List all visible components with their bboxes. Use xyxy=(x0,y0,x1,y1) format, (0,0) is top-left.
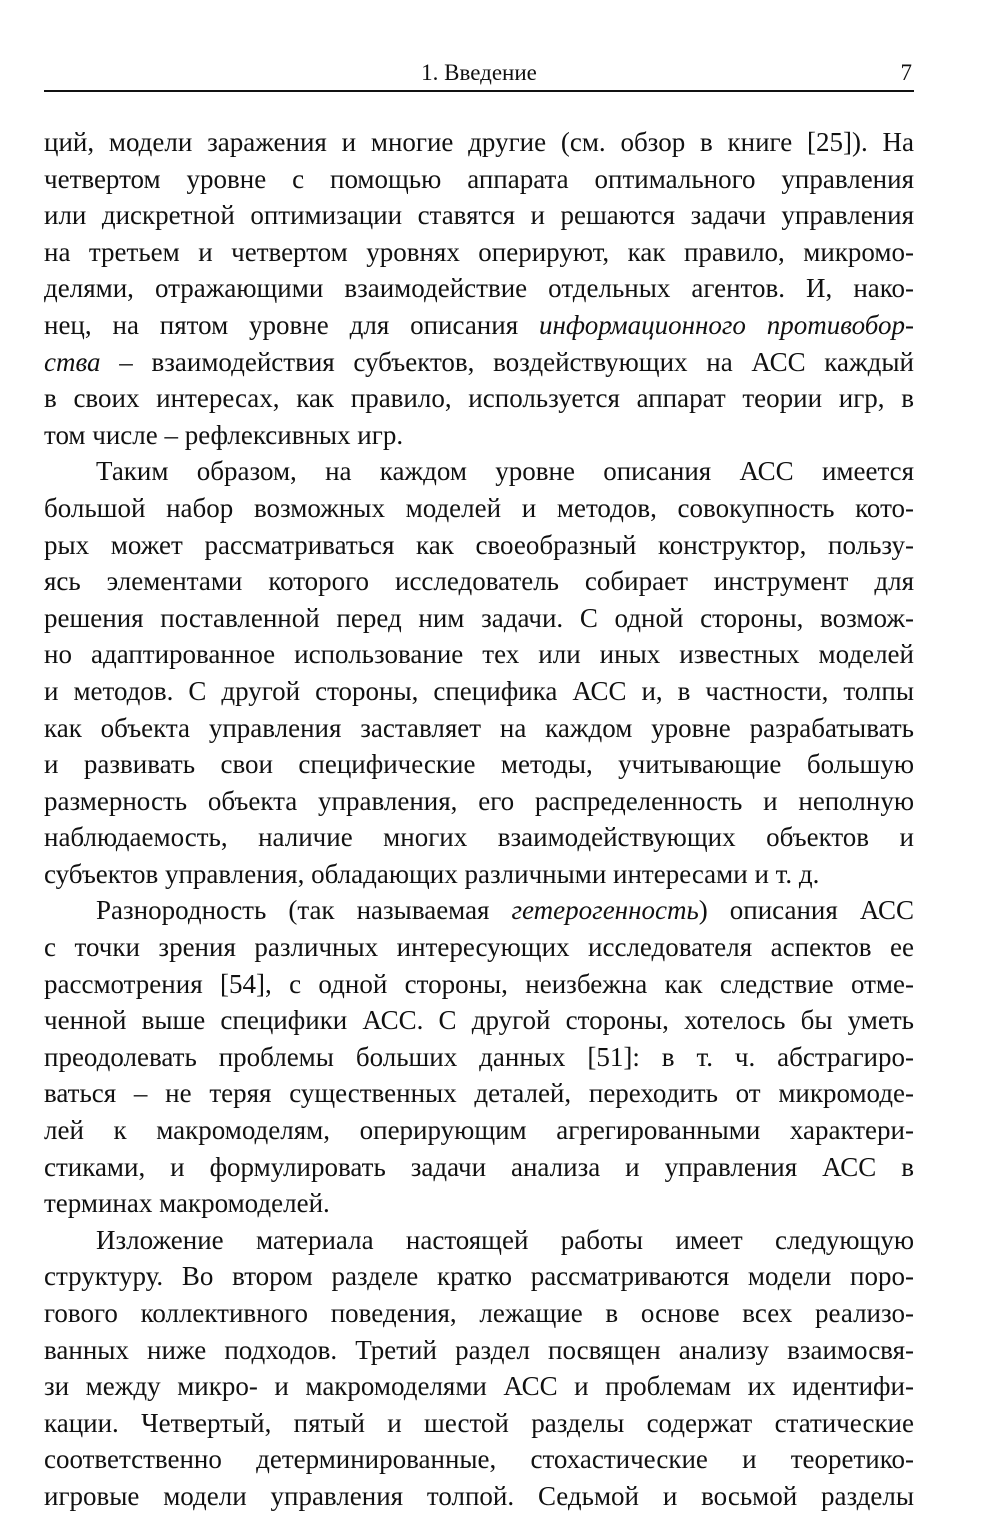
text-line: ченной выше специфики АСС. С другой стороны, хотелось бы уметь xyxy=(44,1005,914,1036)
text-line: соответственно детерминированные, стохастические и теоретико- xyxy=(44,1444,914,1475)
text-line: том числе – рефлексивных игр. xyxy=(44,419,404,450)
text-line: субъектов управления, обладающих различными интересами и т. д. xyxy=(44,858,820,889)
italic-term: информационного противобор- xyxy=(538,309,914,340)
text-segment: ) описания АСС xyxy=(698,895,914,926)
text-line: рассмотрения [54], с одной стороны, неизбежна как следствие отме- xyxy=(44,968,914,999)
text-line: наблюдаемость, наличие многих взаимодействующих объектов и xyxy=(44,822,914,853)
italic-term: ства xyxy=(44,346,101,377)
text-line: ций, модели заражения и многие другие (см. обзор в книге [25]). На xyxy=(44,127,914,157)
text-line: в своих интересах, как правило, используется аппарат теории игр, в xyxy=(44,383,914,414)
text-line: ванных ниже подходов. Третий раздел посвящен анализу взаимосвя- xyxy=(44,1334,914,1365)
text-line: и методов. С другой стороны, специфика АСС и, в частности, толпы xyxy=(44,675,914,706)
text-line: структуру. Во втором разделе кратко рассматриваются модели поро- xyxy=(44,1261,914,1292)
page-number: 7 xyxy=(900,60,912,85)
italic-term: гетерогенность xyxy=(511,895,699,926)
text-line: с точки зрения различных интересующих исследователя аспектов ее xyxy=(44,932,914,963)
text-line: терминах макромоделей. xyxy=(44,1188,330,1219)
text-line: большой набор возможных моделей и методов, совокупность кото- xyxy=(44,492,914,523)
chapter-title: 1. Введение xyxy=(421,60,537,85)
running-header xyxy=(44,58,914,92)
text-line: Таким образом, на каждом уровне описания АСС имеется xyxy=(96,456,914,487)
text-line: решения поставленной перед ним задачи. С одной стороны, возмож- xyxy=(44,602,914,633)
text-line xyxy=(44,344,914,381)
text-line xyxy=(44,307,914,344)
text-line: но адаптированное использование тех или иных известных моделей xyxy=(44,639,914,670)
text-line: на третьем и четвертом уровнях оперируют, как правило, микромо- xyxy=(44,236,914,267)
body-text xyxy=(44,124,914,1515)
text-line: как объекта управления заставляет на каждом уровне разрабатывать xyxy=(44,712,914,743)
text-line: ясь элементами которого исследователь собирает инструмент для xyxy=(44,566,914,597)
text-line: рых может рассматриваться как своеобразный конструктор, пользу- xyxy=(44,529,914,560)
text-line: игровые модели управления толпой. Седьмой и восьмой разделы xyxy=(44,1480,914,1511)
text-line: ваться – не теряя существенных деталей, переходить от микромоде- xyxy=(44,1078,914,1109)
text-line: стиками, и формулировать задачи анализа и управления АСС в xyxy=(44,1151,914,1182)
text-segment: – взаимодействия субъектов, воздействующих на АСС каждый xyxy=(100,346,914,377)
text-segment: нец, на пятом уровне для описания xyxy=(44,309,539,340)
text-line: преодолевать проблемы больших данных [51]: в т. ч. абстрагиро- xyxy=(44,1041,914,1072)
text-line: Изложение материала настоящей работы имеет следующую xyxy=(96,1224,914,1255)
text-line: делями, отражающими взаимодействие отдельных агентов. И, нако- xyxy=(44,273,914,304)
text-line: или дискретной оптимизации ставятся и решаются задачи управления xyxy=(44,200,914,231)
text-segment: Разнородность (так называемая xyxy=(96,895,512,926)
text-line: зи между микро- и макромоделями АСС и проблемам их идентифи- xyxy=(44,1371,914,1402)
text-line: лей к макромоделям, оперирующим агрегированными характери- xyxy=(44,1115,914,1146)
text-line: четвертом уровне с помощью аппарата оптимального управления xyxy=(44,163,914,194)
text-line: и развивать свои специфические методы, учитывающие большую xyxy=(44,749,914,780)
text-line: гового коллективного поведения, лежащие в основе всех реализо- xyxy=(44,1298,914,1328)
text-line: кации. Четвертый, пятый и шестой разделы содержат статические xyxy=(44,1407,914,1438)
text-line: размерность объекта управления, его распределенность и неполную xyxy=(44,785,914,816)
text-line xyxy=(44,892,914,929)
